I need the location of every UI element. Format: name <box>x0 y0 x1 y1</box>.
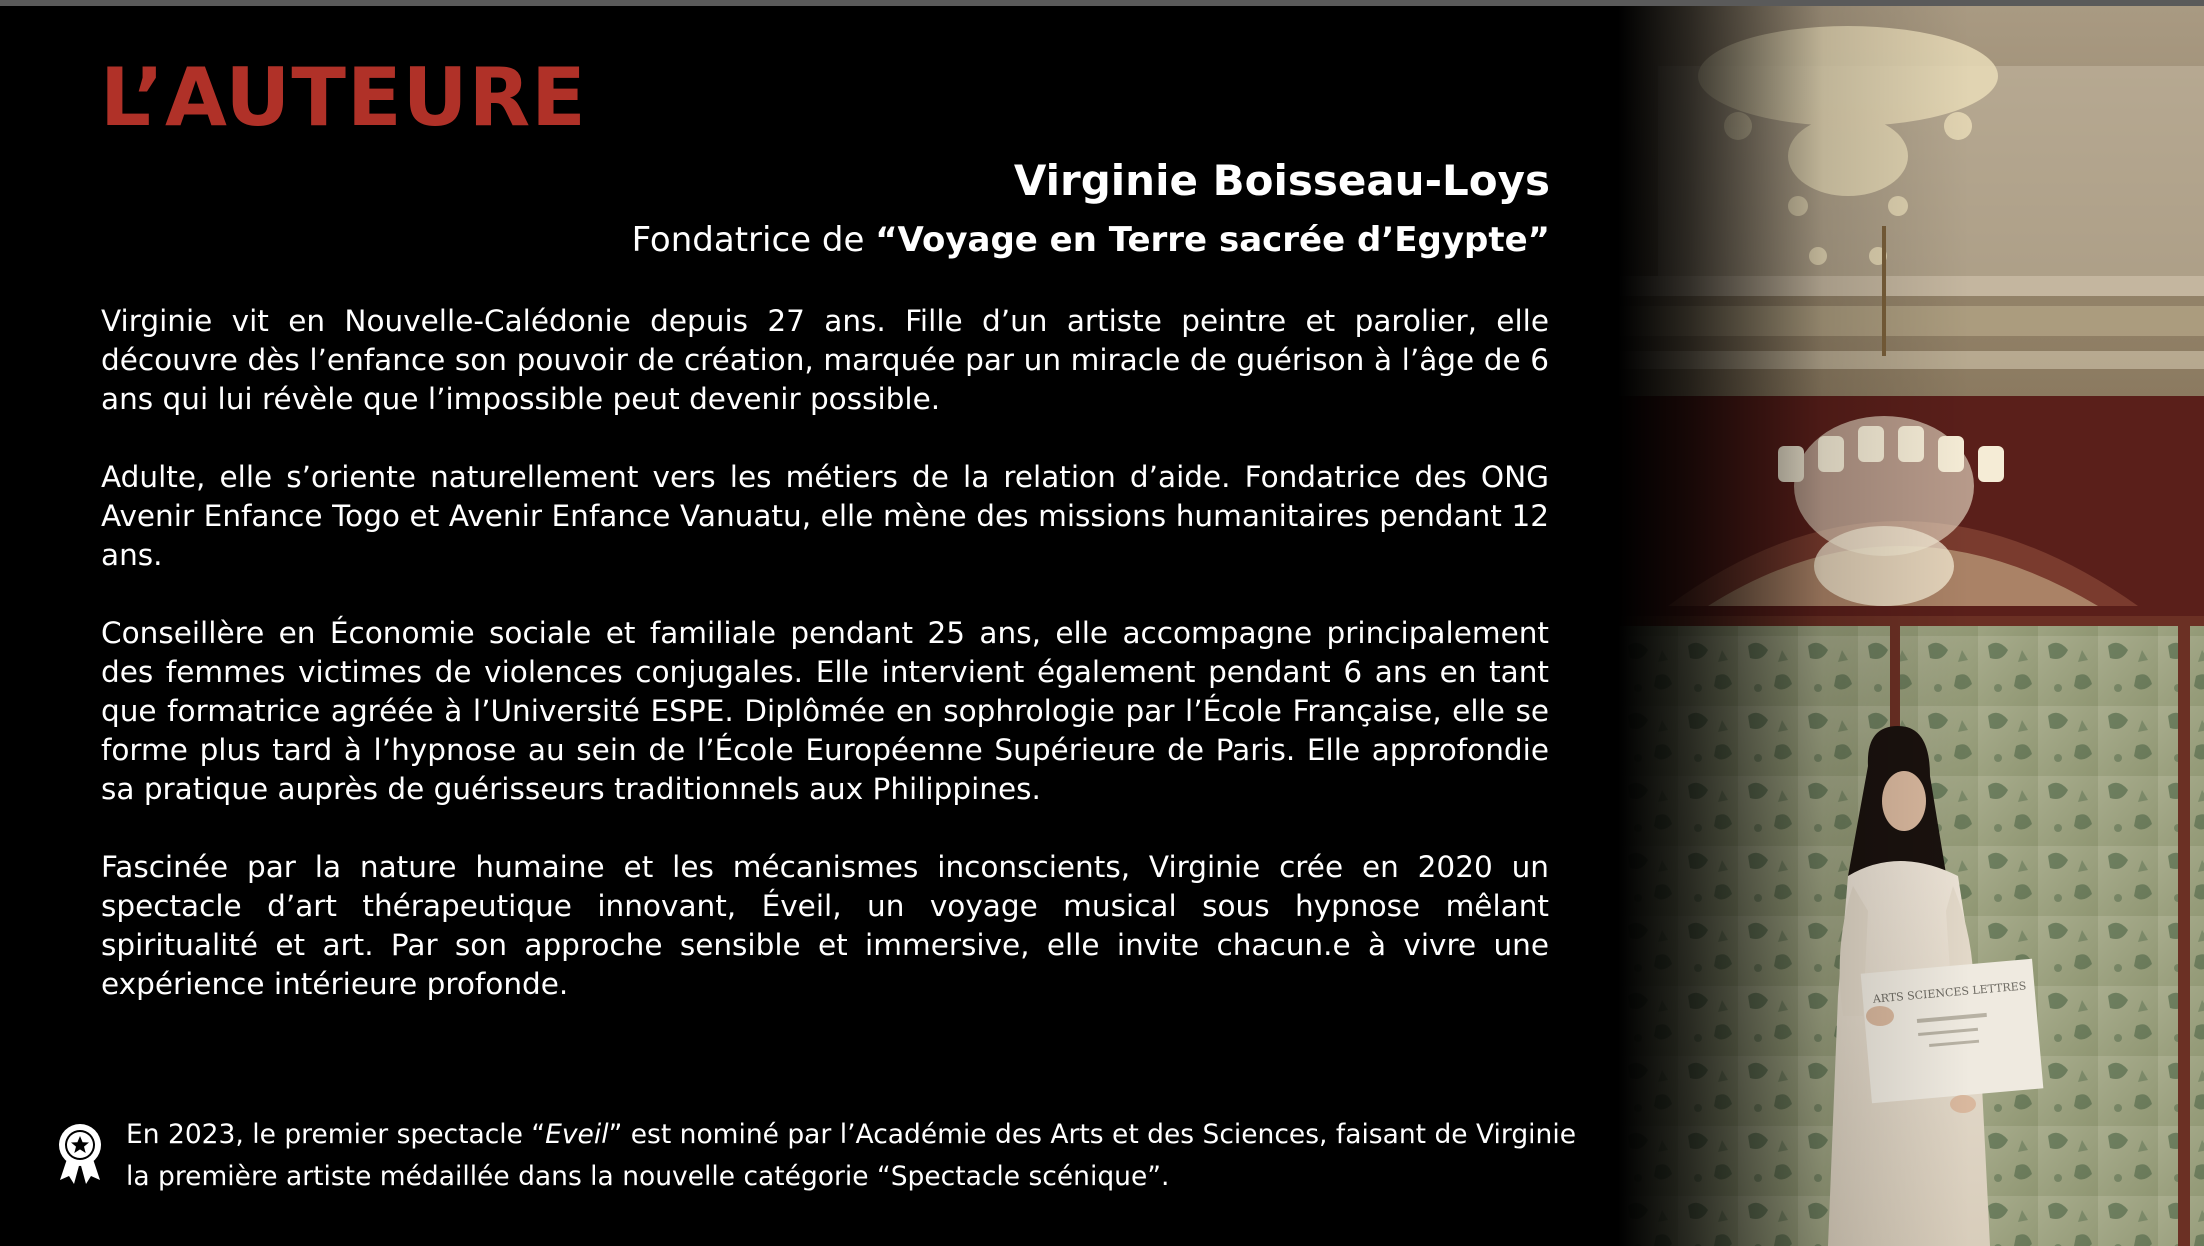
slide-title: L’AUTEURE <box>100 51 587 144</box>
author-role <box>632 220 1550 261</box>
author-photo <box>1618 6 2204 1246</box>
role-prefix: Fondatrice de <box>631 220 876 260</box>
award-text-after: ” est nominé par l’Académie des Arts et des Sciences, faisant de Virginie la première artiste médaillée dans la nouvelle catégorie “Spectacle scénique”. <box>126 1119 1576 1192</box>
author-name: Virginie Boisseau-Loys <box>1013 156 1550 205</box>
bio-paragraph: Fascinée par la nature humaine et les mécanismes inconscients, Virginie crée en 2020 un spectacle d’art thérapeutique innovant, Éveil, un voyage musical sous hypnose mêlant spiritualité et art. Par son approche sensible et immersive, elle invite chacun.e à vivre une expérience intérieure profonde. <box>101 850 1549 1001</box>
bio-paragraph: Adulte, elle s’oriente naturellement vers les métiers de la relation d’aide. Fondatrice des ONG Avenir Enfance Togo et Avenir Enfance Vanuatu, elle mène des missions humanitaires pendant 12 ans. <box>101 460 1549 572</box>
bio-paragraph: Virginie vit en Nouvelle-Calédonie depuis 27 ans. Fille d’un artiste peintre et parolier, elle découvre dès l’enfance son pouvoir de création, marquée par un miracle de guérison à l’âge de 6 ans qui lui révèle que l’impossible peut devenir possible. <box>101 304 1549 416</box>
award-text <box>126 1114 1596 1198</box>
bio-paragraph: Conseillère en Économie sociale et familiale pendant 25 ans, elle accompagne principalement des femmes victimes de violences conjugales. Elle intervient également pendant 6 ans en tant que formatrice agréée à l’Université ESPE. Diplômée en sophrologie par l’École Française, elle se forme plus tard à l’hypnose au sein de l’École Européenne Supérieure de Paris. Elle approfondie sa pratique auprès de guérisseurs traditionnels aux Philippines. <box>101 616 1549 806</box>
award-note <box>56 1114 1586 1204</box>
award-text-before: En 2023, le premier spectacle “ <box>126 1119 546 1150</box>
award-show-name: Eveil <box>545 1119 609 1150</box>
biography <box>101 302 1549 1043</box>
role-organization: “Voyage en Terre sacrée d’Egypte” <box>875 220 1550 260</box>
award-medal-icon <box>56 1122 104 1184</box>
